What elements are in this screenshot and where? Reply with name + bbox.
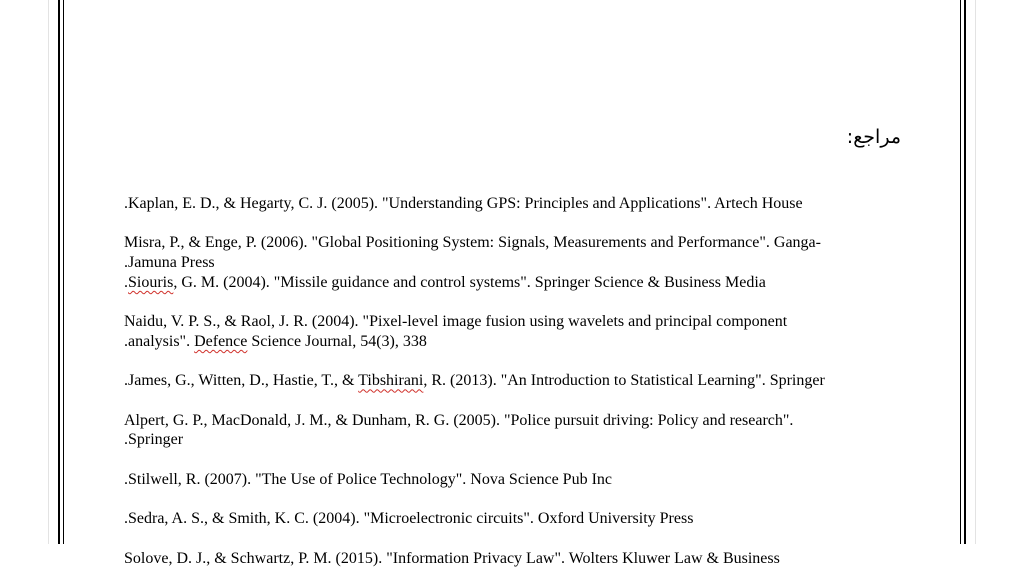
reference-entry <box>124 312 894 351</box>
page-border-right-outer <box>964 0 966 544</box>
reference-text: , R. (2013). "An Introduction to Statistical Learning". Springer <box>423 372 825 390</box>
left-margin-area <box>0 0 49 544</box>
reference-text: .James, G., Witten, D., Hastie, T., & <box>124 372 359 390</box>
page-border-right-inner <box>960 0 961 544</box>
right-margin-area <box>975 0 1024 544</box>
reference-entry <box>124 371 894 391</box>
spellcheck-flagged-word[interactable]: Tibshirani <box>358 372 424 390</box>
reference-entry: Misra, P., & Enge, P. (2006). "Global Positioning System: Signals, Measurements and Performance". Ganga- .Jamuna Press <box>124 234 821 272</box>
reference-entry: Alpert, G. P., MacDonald, J. M., & Dunham, R. G. (2005). "Police pursuit driving: Policy and research". .Springer <box>124 411 794 449</box>
page-border-left-outer <box>58 0 60 544</box>
spellcheck-flagged-word[interactable]: Defence <box>194 332 248 350</box>
page-border-left-inner <box>63 0 64 544</box>
references-heading: مراجع: <box>846 126 901 148</box>
reference-entry: .Sedra, A. S., & Smith, K. C. (2004). "Microelectronic circuits". Oxford University Press <box>124 510 694 528</box>
reference-text: Science Journal, 54(3), 338 <box>247 332 427 350</box>
reference-entry: .Kaplan, E. D., & Hegarty, C. J. (2005). "Understanding GPS: Principles and Applications". Artech House <box>124 195 803 212</box>
reference-entry: .Stilwell, R. (2007). "The Use of Police Technology". Nova Science Pub Inc <box>124 470 612 488</box>
reference-entry: Solove, D. J., & Schwartz, P. M. (2015). "Information Privacy Law". Wolters Kluwer Law & Business <box>124 549 780 567</box>
reference-text: , G. M. (2004). "Missile guidance and control systems". Springer Science & Business Media <box>173 273 766 291</box>
reference-text: . <box>124 273 128 291</box>
references-list <box>124 194 894 588</box>
reference-text: Naidu, V. P. S., & Raol, J. R. (2004). "Pixel-level image fusion using wavelets and principal component .analysis". <box>124 313 788 350</box>
spellcheck-flagged-word[interactable]: Siouris <box>128 273 174 291</box>
reference-entry <box>124 273 894 293</box>
